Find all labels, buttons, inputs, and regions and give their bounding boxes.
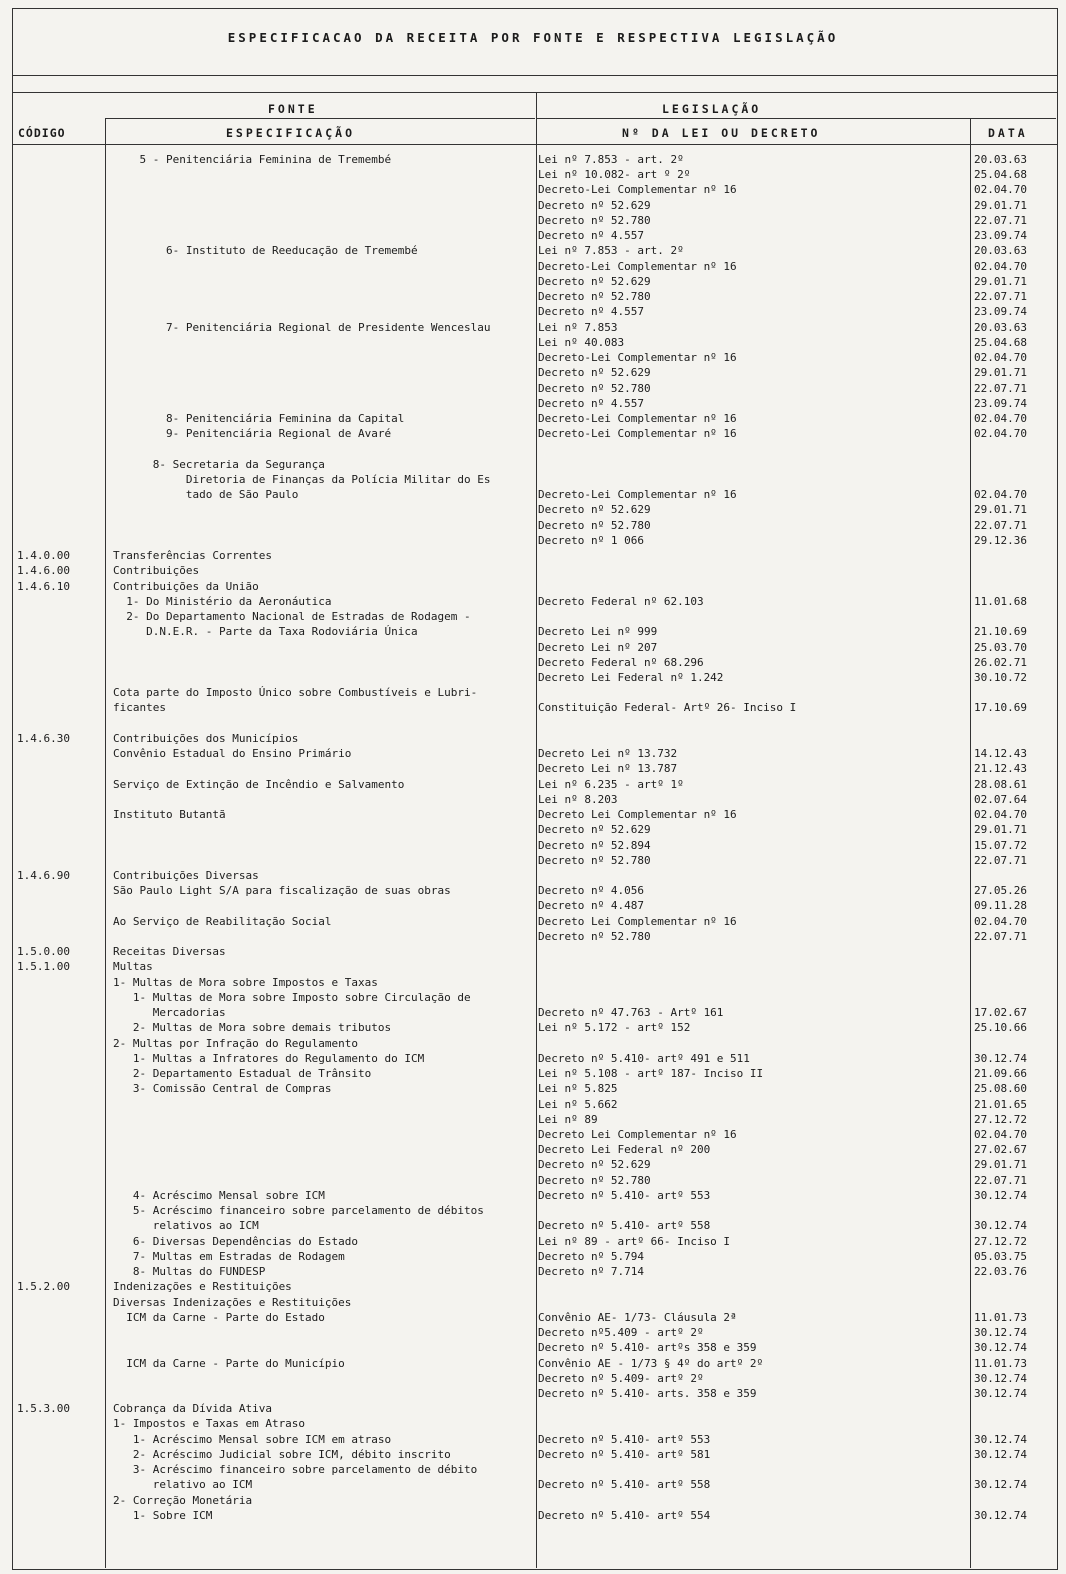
header-rule-bottom: [12, 144, 1057, 145]
table-row: [0, 1188, 1066, 1203]
row-date: 25.04.68: [974, 168, 1027, 182]
table-row: [0, 777, 1066, 792]
table-row: [0, 198, 1066, 213]
row-specification: 7- Penitenciária Regional de Presidente Wenceslau: [113, 320, 491, 334]
table-row: [0, 640, 1066, 655]
row-date: 30.10.72: [974, 670, 1027, 684]
row-specification: 2- Multas de Mora sobre demais tributos: [113, 1021, 392, 1035]
row-specification: ICM da Carne - Parte do Estado: [113, 1310, 325, 1324]
table-row: [0, 914, 1066, 929]
row-date: 02.04.70: [974, 411, 1027, 425]
row-date: 30.12.74: [974, 1219, 1027, 1233]
header-especificacao: ESPECIFICAÇÃO: [226, 126, 356, 140]
row-legislation: Decreto nº 52.780: [538, 929, 651, 943]
row-date: 30.12.74: [974, 1051, 1027, 1065]
row-date: 22.07.71: [974, 290, 1027, 304]
row-legislation: Decreto nº 52.629: [538, 823, 651, 837]
table-row: [0, 838, 1066, 853]
row-legislation: Constituição Federal- Artº 26- Inciso I: [538, 701, 797, 715]
row-date: 14.12.43: [974, 747, 1027, 761]
table-row: [0, 655, 1066, 670]
table-row: [0, 1325, 1066, 1340]
row-date: 27.12.72: [974, 1234, 1027, 1248]
row-date: 22.07.71: [974, 518, 1027, 532]
row-legislation: Decreto nº 5.409- artº 2º: [538, 1371, 704, 1385]
table-row: [0, 1462, 1066, 1477]
row-date: 23.09.74: [974, 305, 1027, 319]
row-legislation: Decreto nº 7.714: [538, 1265, 644, 1279]
row-legislation: Lei nº 5.108 - artº 187- Inciso II: [538, 1067, 764, 1081]
table-row: [0, 1218, 1066, 1233]
row-legislation: Lei nº 5.662: [538, 1097, 618, 1111]
row-legislation: Decreto-Lei Complementar nº 16: [538, 183, 737, 197]
row-date: 15.07.72: [974, 838, 1027, 852]
row-date: 23.09.74: [974, 229, 1027, 243]
table-row: [0, 1279, 1066, 1294]
table-row: [0, 594, 1066, 609]
row-specification: ficantes: [113, 701, 166, 715]
row-legislation: Decreto nº 5.410- artº 558: [538, 1219, 711, 1233]
row-date: 11.01.68: [974, 594, 1027, 608]
row-specification: Ao Serviço de Reabilitação Social: [113, 914, 332, 928]
row-date: 11.01.73: [974, 1310, 1027, 1324]
row-legislation: Decreto Lei Complementar nº 16: [538, 914, 737, 928]
row-legislation: Decreto nº 5.410- artº 553: [538, 1432, 711, 1446]
row-code: 1.4.6.00: [17, 564, 70, 578]
table-row: [0, 990, 1066, 1005]
row-legislation: Decreto nº 5.410- arts. 358 e 359: [538, 1386, 757, 1400]
row-specification: Indenizações e Restituições: [113, 1280, 292, 1294]
row-specification: 3- Comissão Central de Compras: [113, 1082, 332, 1096]
row-code: 1.5.1.00: [17, 960, 70, 974]
row-legislation: Lei nº 7.853 - art. 2º: [538, 153, 684, 166]
row-date: 02.07.64: [974, 792, 1027, 806]
row-date: 17.02.67: [974, 1006, 1027, 1020]
row-specification: Serviço de Extinção de Incêndio e Salvamento: [113, 777, 405, 791]
row-code: 1.5.3.00: [17, 1402, 70, 1416]
table-row: [0, 761, 1066, 776]
row-legislation: Decreto nº 5.410- artºs 358 e 359: [538, 1341, 757, 1355]
row-legislation: Decreto nº 5.410- artº 581: [538, 1447, 711, 1461]
table-row: [0, 457, 1066, 472]
table-row: [0, 868, 1066, 883]
table-row: [0, 411, 1066, 426]
row-legislation: Decreto-Lei Complementar nº 16: [538, 351, 737, 365]
table-row: [0, 533, 1066, 548]
row-specification: 1- Do Ministério da Aeronáutica: [113, 594, 332, 608]
table-row: [0, 1234, 1066, 1249]
row-legislation: Decreto nº 52.780: [538, 381, 651, 395]
table-row: [0, 1020, 1066, 1035]
row-specification: Instituto Butantã: [113, 808, 226, 822]
row-code: 1.4.6.30: [17, 731, 70, 745]
table-row: [0, 1416, 1066, 1431]
table-row: [0, 1401, 1066, 1416]
table-row: [0, 1005, 1066, 1020]
row-date: 02.04.70: [974, 914, 1027, 928]
row-specification: D.N.E.R. - Parte da Taxa Rodoviária Única: [113, 625, 418, 639]
row-date: 29.01.71: [974, 503, 1027, 517]
row-legislation: Decreto Federal nº 68.296: [538, 655, 704, 669]
row-specification: Mercadorias: [113, 1006, 226, 1020]
row-date: 27.05.26: [974, 884, 1027, 898]
row-date: 27.02.67: [974, 1143, 1027, 1157]
row-specification: 1- Multas de Mora sobre Impostos e Taxas: [113, 975, 378, 989]
row-specification: Convênio Estadual do Ensino Primário: [113, 747, 352, 761]
row-date: 02.04.70: [974, 259, 1027, 273]
row-date: 05.03.75: [974, 1249, 1027, 1263]
row-specification: 5- Acréscimo financeiro sobre parcelamento de débitos: [113, 1204, 484, 1218]
row-specification: Contribuições Diversas: [113, 869, 259, 883]
row-legislation: Decreto Lei nº 207: [538, 640, 658, 654]
row-specification: 6- Diversas Dependências do Estado: [113, 1234, 359, 1248]
table-row: [0, 1036, 1066, 1051]
table-row: [0, 1051, 1066, 1066]
row-specification: ICM da Carne - Parte do Município: [113, 1356, 345, 1370]
table-row: [0, 350, 1066, 365]
row-specification: Diversas Indenizações e Restituições: [113, 1295, 352, 1309]
row-date: 30.12.74: [974, 1371, 1027, 1385]
table-row: [0, 792, 1066, 807]
table-row: [0, 518, 1066, 533]
row-date: 17.10.69: [974, 701, 1027, 715]
row-specification: 6- Instituto de Reeducação de Tremembé: [113, 244, 418, 258]
row-date: 30.12.74: [974, 1508, 1027, 1522]
row-date: 22.03.76: [974, 1265, 1027, 1279]
header-legislacao: LEGISLAÇÃO: [662, 102, 762, 116]
row-legislation: Decreto nº 52.894: [538, 838, 651, 852]
row-specification: Contribuições: [113, 564, 200, 578]
row-specification: 4- Acréscimo Mensal sobre ICM: [113, 1188, 325, 1202]
row-date: 29.12.36: [974, 533, 1027, 547]
row-date: 21.09.66: [974, 1067, 1027, 1081]
row-legislation: Decreto nº 52.629: [538, 274, 651, 288]
table-row: [0, 243, 1066, 258]
row-specification: tado de São Paulo: [113, 488, 299, 502]
row-legislation: Decreto nº 52.780: [538, 1173, 651, 1187]
row-specification: 5 - Penitenciária Feminina de Tremembé: [113, 153, 392, 166]
table-row: [0, 228, 1066, 243]
row-date: 30.12.74: [974, 1386, 1027, 1400]
row-legislation: Decreto nº 52.780: [538, 518, 651, 532]
table-row: [0, 1386, 1066, 1401]
table-row: [0, 289, 1066, 304]
row-date: 02.04.70: [974, 351, 1027, 365]
row-date: 29.01.71: [974, 823, 1027, 837]
table-row: [0, 213, 1066, 228]
row-legislation: Decreto nº 52.629: [538, 198, 651, 212]
row-date: 11.01.73: [974, 1356, 1027, 1370]
table-row: [0, 487, 1066, 502]
table-row: [0, 1203, 1066, 1218]
row-date: 30.12.74: [974, 1447, 1027, 1461]
row-legislation: Decreto Lei nº 999: [538, 625, 658, 639]
row-date: 29.01.71: [974, 274, 1027, 288]
row-legislation: Lei nº 7.853 - art. 2º: [538, 244, 684, 258]
row-date: 21.01.65: [974, 1097, 1027, 1111]
row-specification: relativo ao ICM: [113, 1478, 253, 1492]
row-legislation: Lei nº 8.203: [538, 792, 618, 806]
row-legislation: Decreto nº 4.557: [538, 396, 644, 410]
table-row: [0, 898, 1066, 913]
document-title: ESPECIFICACAO DA RECEITA POR FONTE E RESPECTIVA LEGISLAÇÃO: [227, 30, 839, 45]
row-legislation: Decreto nº 52.629: [538, 366, 651, 380]
header-rule-top: [12, 92, 1057, 93]
table-row: [0, 1097, 1066, 1112]
table-row: [0, 1066, 1066, 1081]
row-specification: 8- Multas do FUNDESP: [113, 1265, 266, 1279]
table-row: [0, 975, 1066, 990]
row-legislation: Decreto nº 47.763 - Artº 161: [538, 1006, 724, 1020]
row-date: 23.09.74: [974, 396, 1027, 410]
row-date: 22.07.71: [974, 1173, 1027, 1187]
row-code: 1.4.6.10: [17, 579, 70, 593]
row-date: 25.08.60: [974, 1082, 1027, 1096]
table-row: [0, 807, 1066, 822]
table-row: [0, 320, 1066, 335]
row-code: 1.4.6.90: [17, 869, 70, 883]
table-row: [0, 1081, 1066, 1096]
row-legislation: Decreto nº 4.487: [538, 899, 644, 913]
row-date: 29.01.71: [974, 1158, 1027, 1172]
table-row: [0, 929, 1066, 944]
table-row: [0, 335, 1066, 350]
row-code: 1.5.2.00: [17, 1280, 70, 1294]
table-row: [0, 1310, 1066, 1325]
row-date: 20.03.63: [974, 320, 1027, 334]
row-legislation: Decreto Federal nº 62.103: [538, 594, 704, 608]
row-legislation: Lei nº 89: [538, 1112, 598, 1126]
row-date: 20.03.63: [974, 153, 1027, 166]
row-specification: Contribuições dos Municípios: [113, 731, 299, 745]
table-row: [0, 716, 1066, 731]
row-date: 25.10.66: [974, 1021, 1027, 1035]
row-specification: 1- Multas a Infratores do Regulamento do ICM: [113, 1051, 425, 1065]
row-legislation: Decreto Lei Complementar nº 16: [538, 1128, 737, 1141]
legislation-table-body: [0, 152, 1066, 1523]
table-row: [0, 1493, 1066, 1508]
table-row: [0, 396, 1066, 411]
row-date: 02.04.70: [974, 488, 1027, 502]
row-date: 02.04.70: [974, 1128, 1027, 1141]
row-legislation: Lei nº 10.082- art º 2º: [538, 168, 691, 182]
table-row: [0, 381, 1066, 396]
row-legislation: Lei nº 7.853: [538, 320, 618, 334]
table-row: [0, 700, 1066, 715]
table-row: [0, 1157, 1066, 1172]
table-row: [0, 883, 1066, 898]
table-row: [0, 1264, 1066, 1279]
table-row: [0, 670, 1066, 685]
table-row: [0, 472, 1066, 487]
row-specification: Cobrança da Dívida Ativa: [113, 1402, 272, 1416]
table-row: [0, 944, 1066, 959]
row-legislation: Decreto Lei Federal nº 200: [538, 1143, 711, 1157]
row-specification: relativos ao ICM: [113, 1219, 259, 1233]
row-date: 30.12.74: [974, 1341, 1027, 1355]
table-row: [0, 624, 1066, 639]
row-legislation: Decreto nº 5.794: [538, 1249, 644, 1263]
fonte-rule: [105, 118, 535, 119]
table-row: [0, 1173, 1066, 1188]
row-specification: 2- Correção Monetária: [113, 1493, 253, 1507]
table-row: [0, 563, 1066, 578]
row-legislation: Decreto nº 4.056: [538, 884, 644, 898]
row-legislation: Decreto nº 52.629: [538, 1158, 651, 1172]
table-row: [0, 579, 1066, 594]
row-specification: 8- Secretaria da Segurança: [113, 457, 325, 471]
row-date: 30.12.74: [974, 1432, 1027, 1446]
row-code: 1.5.0.00: [17, 945, 70, 959]
header-codigo: CÓDIGO: [18, 126, 66, 140]
row-date: 20.03.63: [974, 244, 1027, 258]
row-specification: 7- Multas em Estradas de Rodagem: [113, 1249, 345, 1263]
table-row: [0, 1371, 1066, 1386]
table-row: [0, 1249, 1066, 1264]
row-date: 30.12.74: [974, 1326, 1027, 1340]
row-legislation: Decreto nº 5.410- artº 558: [538, 1478, 711, 1492]
row-specification: Contribuições da União: [113, 579, 259, 593]
table-row: [0, 1295, 1066, 1310]
row-date: 29.01.71: [974, 366, 1027, 380]
row-legislation: Decreto nº 5.410- artº 553: [538, 1188, 711, 1202]
row-specification: Diretoria de Finanças da Polícia Militar do Es: [113, 472, 491, 486]
row-legislation: Convênio AE - 1/73 § 4º do artº 2º: [538, 1356, 764, 1370]
row-legislation: Decreto nº 52.780: [538, 853, 651, 867]
row-legislation: Lei nº 6.235 - artº 1º: [538, 777, 684, 791]
row-specification: 2- Multas por Infração do Regulamento: [113, 1036, 359, 1050]
table-row: [0, 1447, 1066, 1462]
row-specification: Transferências Correntes: [113, 549, 272, 563]
legislacao-rule: [537, 118, 1056, 119]
row-specification: 2- Acréscimo Judicial sobre ICM, débito inscrito: [113, 1447, 451, 1461]
row-legislation: Decreto-Lei Complementar nº 16: [538, 488, 737, 502]
row-date: 30.12.74: [974, 1188, 1027, 1202]
row-code: 1.4.0.00: [17, 549, 70, 563]
table-row: [0, 426, 1066, 441]
row-date: 02.04.70: [974, 808, 1027, 822]
table-row: [0, 441, 1066, 456]
table-row: [0, 1477, 1066, 1492]
table-row: [0, 548, 1066, 563]
row-legislation: Decreto Lei nº 13.732: [538, 747, 678, 761]
row-date: 27.12.72: [974, 1112, 1027, 1126]
table-row: [0, 1356, 1066, 1371]
row-legislation: Decreto nº 5.410- artº 491 e 511: [538, 1051, 750, 1065]
table-row: [0, 1508, 1066, 1523]
row-legislation: Decreto-Lei Complementar nº 16: [538, 411, 737, 425]
row-legislation: Decreto Lei nº 13.787: [538, 762, 678, 776]
row-date: 22.07.71: [974, 213, 1027, 227]
title-rule: [12, 75, 1057, 76]
row-specification: 1- Sobre ICM: [113, 1508, 213, 1522]
row-date: 02.04.70: [974, 427, 1027, 441]
table-row: [0, 152, 1066, 167]
table-row: [0, 685, 1066, 700]
row-date: 09.11.28: [974, 899, 1027, 913]
row-legislation: Decreto nº 5.410- artº 554: [538, 1508, 711, 1522]
table-row: [0, 1432, 1066, 1447]
table-row: [0, 259, 1066, 274]
table-row: [0, 304, 1066, 319]
row-specification: São Paulo Light S/A para fiscalização de suas obras: [113, 884, 451, 898]
row-legislation: Convênio AE- 1/73- Cláusula 2ª: [538, 1310, 737, 1324]
table-row: [0, 167, 1066, 182]
table-row: [0, 959, 1066, 974]
table-row: [0, 609, 1066, 624]
table-row: [0, 502, 1066, 517]
row-specification: 2- Do Departamento Nacional de Estradas de Rodagem -: [113, 610, 471, 624]
row-specification: Multas: [113, 960, 153, 974]
row-legislation: Decreto nº 4.557: [538, 305, 644, 319]
table-row: [0, 822, 1066, 837]
row-specification: 9- Penitenciária Regional de Avaré: [113, 427, 392, 441]
table-row: [0, 274, 1066, 289]
row-legislation: Lei nº 5.172 - artº 152: [538, 1021, 691, 1035]
row-legislation: Decreto-Lei Complementar nº 16: [538, 259, 737, 273]
row-legislation: Lei nº 89 - artº 66- Inciso I: [538, 1234, 731, 1248]
row-legislation: Lei nº 5.825: [538, 1082, 618, 1096]
table-row: [0, 1142, 1066, 1157]
row-specification: 1- Multas de Mora sobre Imposto sobre Circulação de: [113, 990, 471, 1004]
table-row: [0, 853, 1066, 868]
row-specification: 2- Departamento Estadual de Trânsito: [113, 1067, 372, 1081]
row-date: 22.07.71: [974, 853, 1027, 867]
row-specification: Cota parte do Imposto Único sobre Combustíveis e Lubri-: [113, 686, 478, 700]
row-date: 26.02.71: [974, 655, 1027, 669]
row-legislation: Lei nº 40.083: [538, 335, 625, 349]
row-date: 21.12.43: [974, 762, 1027, 776]
table-row: [0, 1340, 1066, 1355]
row-legislation: Decreto nº5.409 - artº 2º: [538, 1326, 704, 1340]
row-legislation: Decreto Lei Federal nº 1.242: [538, 670, 724, 684]
table-row: [0, 182, 1066, 197]
row-date: 02.04.70: [974, 183, 1027, 197]
table-row: [0, 731, 1066, 746]
row-specification: 1- Impostos e Taxas em Atraso: [113, 1417, 306, 1431]
row-specification: 3- Acréscimo financeiro sobre parcelamento de débito: [113, 1463, 478, 1477]
row-legislation: Decreto nº 4.557: [538, 229, 644, 243]
header-data: DATA: [988, 126, 1028, 140]
row-legislation: Decreto nº 52.780: [538, 213, 651, 227]
table-row: [0, 1127, 1066, 1142]
row-date: 25.04.68: [974, 335, 1027, 349]
header-lei-decreto: Nº DA LEI OU DECRETO: [622, 126, 821, 140]
row-legislation: Decreto-Lei Complementar nº 16: [538, 427, 737, 441]
row-date: 28.08.61: [974, 777, 1027, 791]
row-specification: 1- Acréscimo Mensal sobre ICM em atraso: [113, 1432, 392, 1446]
row-legislation: Decreto Lei Complementar nº 16: [538, 808, 737, 822]
table-row: [0, 1112, 1066, 1127]
row-legislation: Decreto nº 52.629: [538, 503, 651, 517]
row-date: 22.07.71: [974, 929, 1027, 943]
row-specification: 8- Penitenciária Feminina da Capital: [113, 411, 405, 425]
table-row: [0, 365, 1066, 380]
row-date: 25.03.70: [974, 640, 1027, 654]
row-date: 29.01.71: [974, 198, 1027, 212]
row-legislation: Decreto nº 1 066: [538, 533, 644, 547]
row-date: 22.07.71: [974, 381, 1027, 395]
table-row: [0, 746, 1066, 761]
row-date: 21.10.69: [974, 625, 1027, 639]
header-fonte: FONTE: [268, 102, 318, 116]
row-legislation: Decreto nº 52.780: [538, 290, 651, 304]
row-date: 30.12.74: [974, 1478, 1027, 1492]
row-specification: Receitas Diversas: [113, 945, 226, 959]
